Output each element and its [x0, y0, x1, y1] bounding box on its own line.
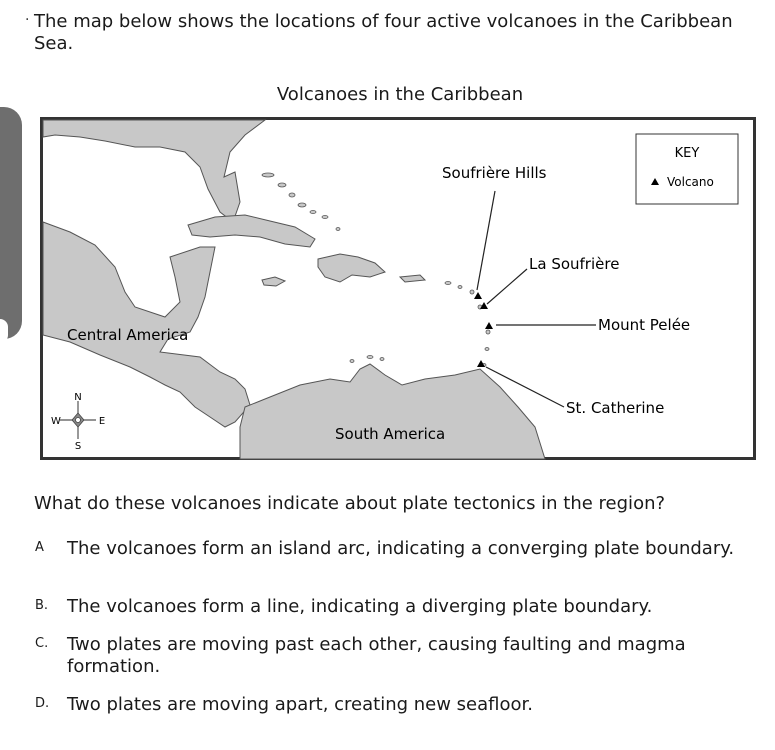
side-panel-handle[interactable]	[0, 319, 8, 343]
choice-a-letter: A	[35, 540, 44, 555]
label-central-america: Central America	[67, 326, 189, 344]
label-st-catherine: St. Catherine	[566, 399, 665, 417]
choice-b-letter: B.	[35, 598, 49, 613]
map-key-box	[636, 134, 738, 204]
label-mount-pelee: Mount Pelée	[598, 316, 691, 334]
compass-south: S	[74, 441, 82, 452]
label-la-soufriere: La Soufrière	[529, 255, 620, 273]
compass-north: N	[74, 392, 82, 403]
map-title: Volcanoes in the Caribbean	[276, 84, 524, 105]
label-soufriere-hills: Soufrière Hills	[442, 164, 547, 182]
intro-text: The map below shows the locations of four active volcanoes in the Caribbean Sea.	[34, 11, 733, 54]
bullet-dot: ·	[25, 12, 30, 28]
map-key-title: KEY	[674, 146, 700, 161]
compass-west: W	[51, 416, 61, 427]
choice-a-text: The volcanoes form an island arc, indicating a converging plate boundary.	[67, 538, 735, 559]
choice-c-text: Two plates are moving past each other, causing faulting and magma formation.	[67, 634, 686, 677]
choice-c-letter: C.	[35, 636, 49, 651]
label-south-america: South America	[335, 425, 446, 443]
compass-east: E	[98, 416, 106, 427]
choice-d-text: Two plates are moving apart, creating new seafloor.	[67, 694, 533, 715]
choice-b-text: The volcanoes form a line, indicating a diverging plate boundary.	[67, 596, 653, 617]
caribbean-map	[40, 117, 756, 460]
map-key-item: Volcano	[667, 175, 714, 189]
question-text: What do these volcanoes indicate about plate tectonics in the region?	[34, 493, 666, 514]
choice-d-letter: D.	[35, 696, 50, 711]
side-panel-tab[interactable]	[0, 107, 22, 339]
